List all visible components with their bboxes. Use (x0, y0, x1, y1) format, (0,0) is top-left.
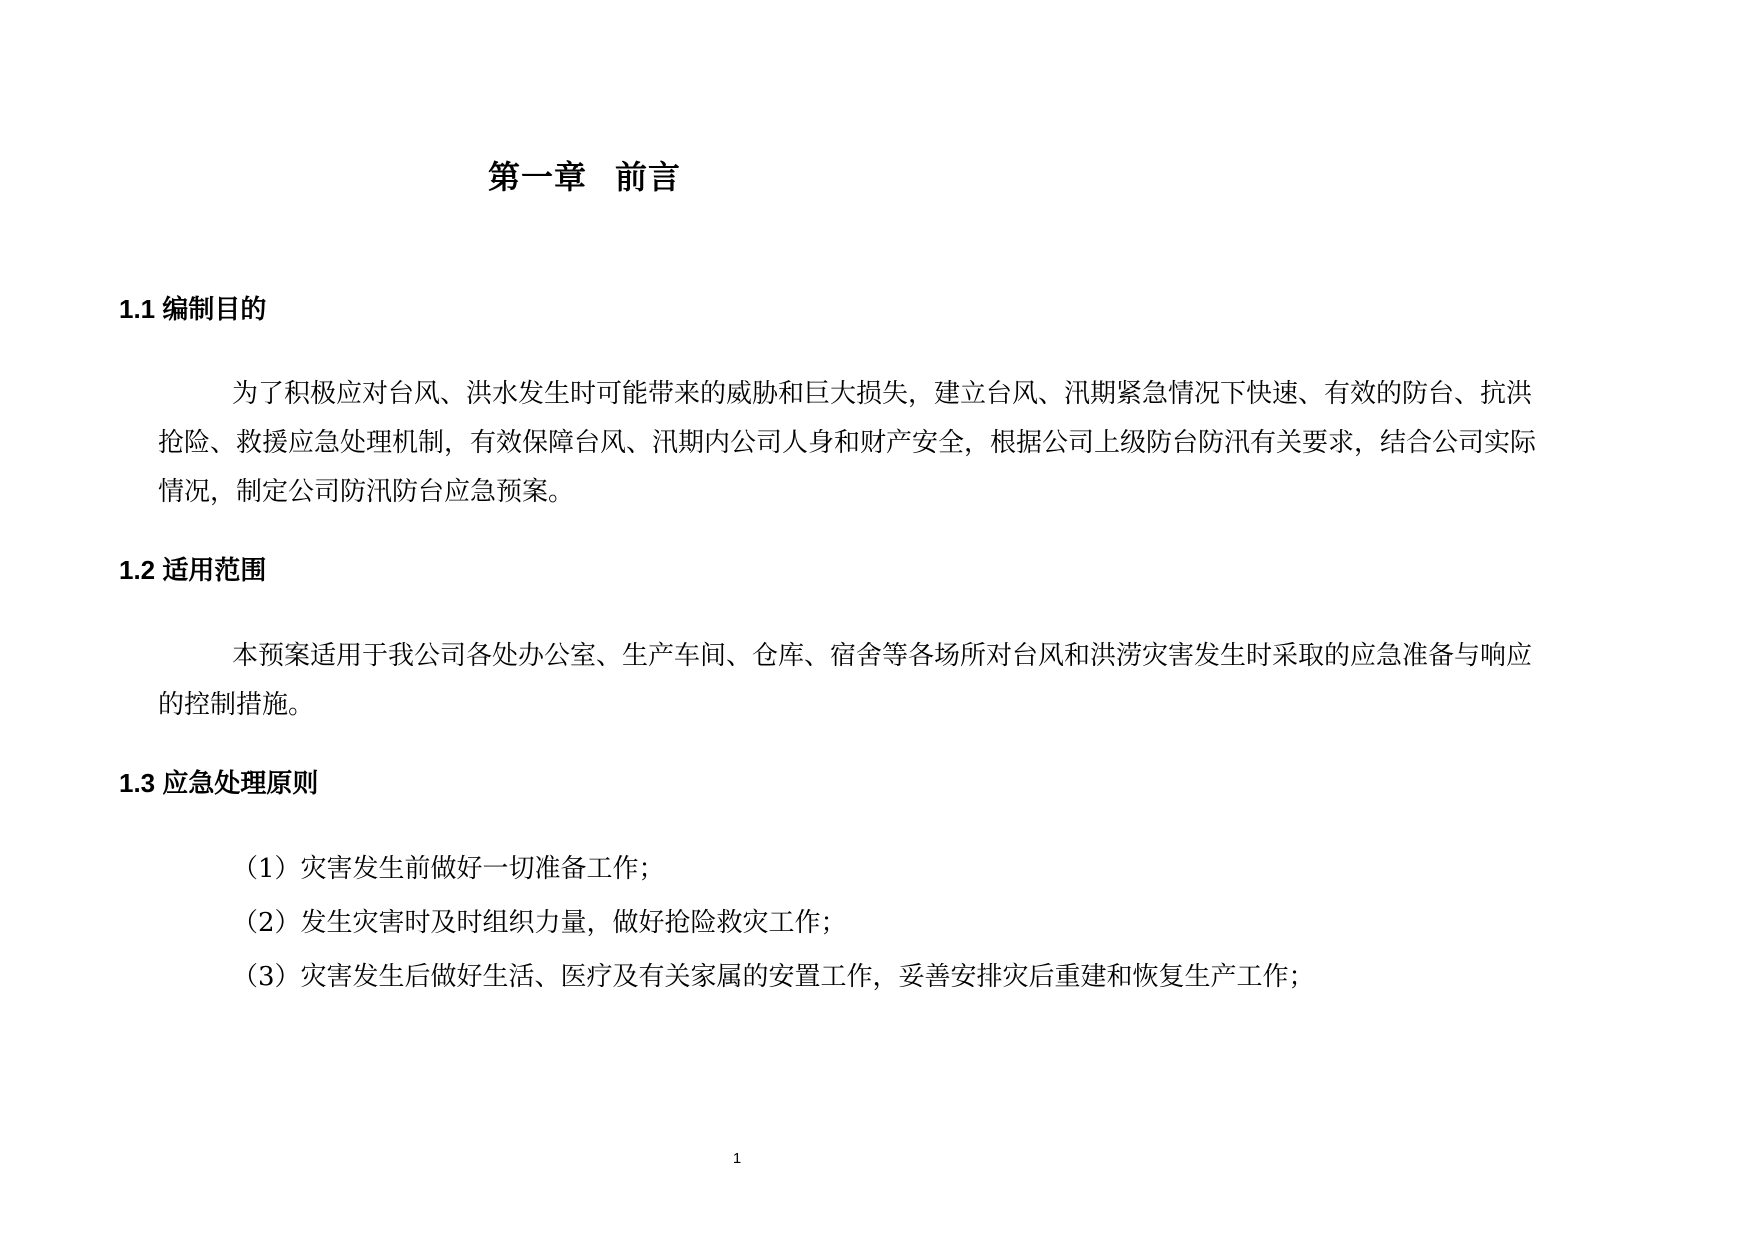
list-item: （2）发生灾害时及时组织力量，做好抢险救灾工作； (232, 908, 847, 938)
chapter-number-label: 第一章 (488, 158, 588, 196)
section-body-scope: 本预案适用于我公司各处办公室、生产车间、仓库、宿舍等各场所对台风和洪涝灾害发生时采取的应急准备与响应的控制措施。 (158, 641, 1533, 720)
section-body-purpose: 为了积极应对台风、洪水发生时可能带来的威胁和巨大损失，建立台风、汛期紧急情况下快速、有效的防台、抗洪抢险、救援应急处理机制，有效保障台风、汛期内公司人身和财产安全，根据公司上级防台防汛有关要求，结合公司实际情况，制定公司防汛防台应急预案。 (158, 379, 1537, 507)
section-heading-purpose: 1.1 编制目的 (119, 294, 267, 324)
list-item: （3）灾害发生后做好生活、医疗及有关家属的安置工作，妥善安排灾后重建和恢复生产工作； (232, 962, 1315, 992)
section-heading-principles: 1.3 应急处理原则 (119, 768, 319, 798)
chapter-title (488, 152, 681, 198)
principles-list (232, 842, 1315, 1004)
section-heading-scope: 1.2 适用范围 (119, 555, 267, 585)
list-item: （1）灾害发生前做好一切准备工作； (232, 854, 665, 884)
chapter-title-text: 前言 (615, 158, 682, 196)
page-number: 1 (732, 1150, 742, 1167)
